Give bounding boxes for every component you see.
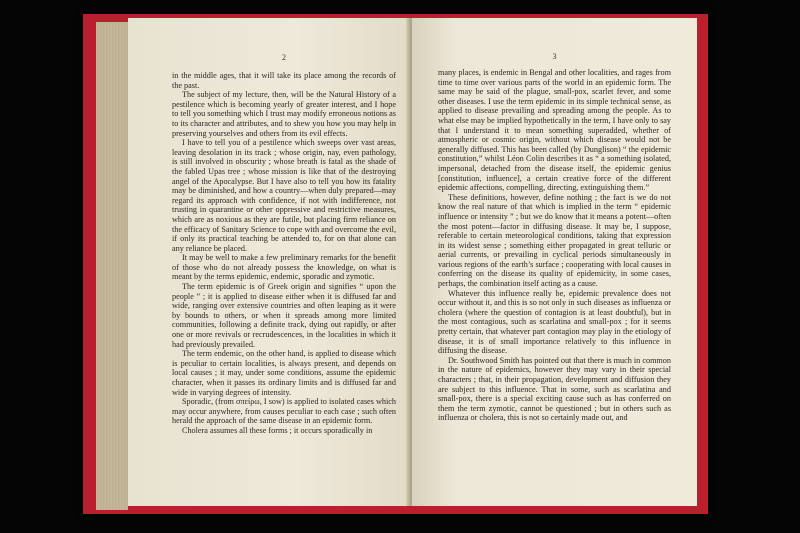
paragraph: Sporadic, (from σπείρω, I sow) is applied to isolated cases which may occur anywhere, from causes peculiar to each case ; such often herald the approach of the same disease in an epidemic form. — [172, 397, 396, 426]
paragraph: These definitions, however, define nothing ; the fact is we do not know the real nature of that which is implied in the term “ epidemic influence or intensity ” ; but we do know that it means a potent—often the most potent—factor in diffusing disease. It may be, I suppose, referable to certain meteorological conditions, taking that expression in its widest sense ; something either propagated in great telluric or aerial currents, or prevailing in cyclical periods simultaneously in various regions of the earth’s surface ; cooperating with local causes in conferring on the disease its quality of epidemicity, in some cases, perhaps, the combination itself acting as a cause. — [438, 192, 671, 289]
paragraph: The subject of my lecture, then, will be the Natural History of a pestilence which is becoming yearly of greater interest, and I hope to tell you something which I trust may modify erroneous notions as to its character and attributes, and to shew you how you may help in preserving yourselves and others from its evil effects. — [172, 90, 396, 138]
left-page-number: 2 — [282, 53, 286, 62]
paragraph: in the middle ages, that it will take its place among the records of the past. — [172, 71, 396, 90]
paragraph: Whatever this influence really be, epidemic prevalence does not occur without it, and this is so not only in such diseases as influenza or cholera (where the question of contagion is at least doubtful), but in the most contagious, such as scarlatina and small-pox ; for it seems pretty certain, that whatever part contagion may play in the etiology of disease, it is of small importance relatively to this influence in diffusing the disease. — [438, 288, 671, 356]
page-edges — [96, 22, 128, 510]
left-page — [128, 18, 410, 506]
right-page-text — [438, 68, 671, 423]
right-page — [412, 18, 697, 506]
paragraph: I have to tell you of a pestilence which sweeps over vast areas, leaving desolation in its track ; whose origin, nay, even pathology, is still involved in obscurity ; whose breath is fatal as the shade of the fabled Upas tree ; whose mission is like that of the destroying angel of the Apocalypse. But I have also to tell you how its fatality may be diminished, and how a country—when duly prepared—may regard its approach with confidence, if not with indifference, not trusting in quarantine or other oppressive and restrictive measures, which are as noxious as they are futile, but placing firm reliance on the efficacy of Sanitary Science to cope with and overcome the evil, if only its practical teaching be attended to, for on that alone can any reliance be placed. — [172, 138, 396, 253]
paragraph: It may be well to make a few preliminary remarks for the benefit of those who do not already possess the knowledge, on what is meant by the terms epidemic, endemic, sporadic and zymotic. — [172, 253, 396, 282]
paragraph: Dr. Southwood Smith has pointed out that there is much in common in the nature of epidemics, however they may vary in their special characters ; that, in their propagation, development and diffusion they are subject to this influence. That in some, such as scarlatina and small-pox, there is a special exciting cause such as has conferred on them the term zymotic, cannot be questioned ; but in others such as influenza or cholera, this is not so certainly made out, and — [438, 355, 671, 423]
paragraph: The term epidemic is of Greek origin and signifies “ upon the people ” ; it is applied to disease either when it is diffused far and wide, ranging over extensive countries and often leaping as it were by bounds to others, or when it spreads among more limited communities, following a definite track, dying out rapidly, or after one or more revivals or recrudescences, in the localities in which it had previously prevailed. — [172, 282, 396, 349]
left-page-text — [172, 71, 396, 436]
paragraph: many places, is endemic in Bengal and other localities, and rages from time to time over various parts of the world in an epidemic form. The same may be said of the plague, small-pox, scarlet fever, and some other diseases. I use the term epidemic in its simple technical sense, as applied to disease prevailing and spreading among the people. As to what else may be implied hypothetically in the term, I have only to say that I understand it to mean something superadded, whether of atmospheric or cosmic origin, without which disease would not be generally diffused. This has been called (by Dunglison) “ the epidemic constitution,” whilst Léon Colin describes it as “ a something isolated, impersonal, detached from the disease itself, the epidemic genius [constitution, influence], a certain creative force of the different epidemic affections, compelling, directing, extinguishing them.” — [438, 68, 671, 193]
paragraph: The term endemic, on the other hand, is applied to disease which is peculiar to certain localities, is always present, and depends on local causes ; it may, under some conditions, assume the epidemic character, when it passes its ordinary limits and is diffused far and wide in varying degrees of intensity. — [172, 349, 396, 397]
right-page-number: 3 — [552, 52, 557, 61]
paragraph: Cholera assumes all these forms ; it occurs sporadically in — [182, 425, 373, 435]
